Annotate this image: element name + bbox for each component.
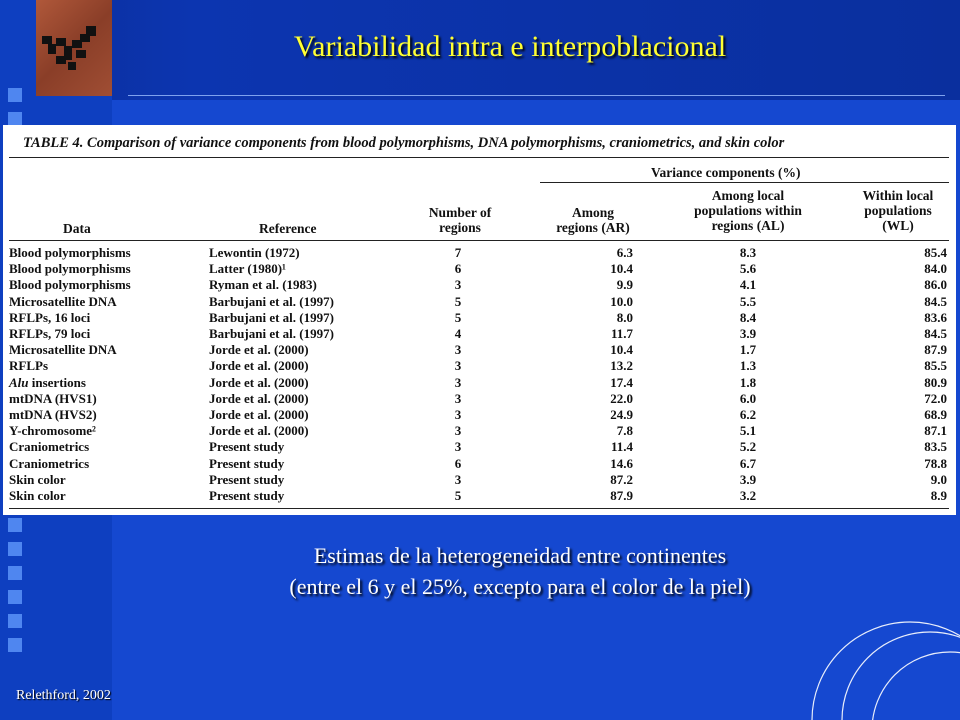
table-row bbox=[3, 310, 956, 326]
cell-data: Craniometrics bbox=[9, 455, 90, 471]
table-row bbox=[3, 326, 956, 342]
table-top-rule bbox=[9, 157, 949, 158]
table-row bbox=[3, 375, 956, 391]
cell-data: Craniometrics bbox=[9, 439, 90, 455]
cell-reference: Barbujani et al. (1997) bbox=[209, 293, 334, 309]
table-row bbox=[3, 391, 956, 407]
group-rule bbox=[540, 182, 949, 183]
cell-ar: 87.2 bbox=[610, 471, 633, 487]
cell-wl: 85.5 bbox=[924, 358, 947, 374]
table-row bbox=[3, 407, 956, 423]
cell-wl: 87.9 bbox=[924, 342, 947, 358]
table-bottom-rule bbox=[9, 508, 949, 509]
cell-wl: 83.5 bbox=[924, 439, 947, 455]
cell-reference: Lewontin (1972) bbox=[209, 245, 300, 260]
cell-al: 5.5 bbox=[739, 293, 757, 309]
cell-wl: 87.1 bbox=[924, 423, 947, 439]
cell-regions: 3 bbox=[454, 277, 462, 293]
cell-data: Blood polymorphisms bbox=[9, 277, 131, 293]
table-row bbox=[3, 423, 956, 439]
cell-regions: 3 bbox=[454, 471, 462, 487]
cell-reference: Present study bbox=[209, 488, 285, 503]
cell-al: 5.6 bbox=[739, 261, 757, 277]
cell-reference: Jorde et al. (2000) bbox=[209, 342, 309, 358]
cell-ar: 14.6 bbox=[610, 455, 633, 471]
cell-ar: 8.0 bbox=[616, 309, 633, 325]
cell-al: 3.9 bbox=[739, 326, 757, 341]
cell-ar: 7.8 bbox=[616, 423, 633, 439]
cell-reference: Barbujani et al. (1997) bbox=[209, 326, 334, 341]
cell-ar: 10.0 bbox=[610, 293, 633, 309]
cell-ar: 6.3 bbox=[616, 245, 633, 260]
cell-regions: 3 bbox=[454, 439, 462, 455]
cell-al: 5.1 bbox=[739, 423, 757, 439]
decor-squares-bottom bbox=[8, 518, 22, 662]
cell-data: RFLPs bbox=[9, 358, 48, 374]
cell-al: 4.1 bbox=[739, 277, 757, 293]
cell-al: 6.2 bbox=[739, 407, 757, 422]
cell-reference: Present study bbox=[209, 471, 285, 487]
cell-reference: Jorde et al. (2000) bbox=[209, 407, 309, 422]
cell-data: RFLPs, 79 loci bbox=[9, 326, 91, 341]
cell-wl: 84.5 bbox=[924, 326, 947, 341]
slide-caption bbox=[150, 540, 890, 602]
cell-data: Blood polymorphisms bbox=[9, 261, 131, 277]
cell-ar: 10.4 bbox=[610, 261, 633, 277]
cell-regions: 3 bbox=[454, 374, 462, 390]
cell-data: mtDNA (HVS2) bbox=[9, 407, 97, 422]
cell-ar: 24.9 bbox=[610, 407, 633, 422]
cell-data: Y-chromosome² bbox=[9, 423, 96, 439]
logo-mark-icon bbox=[36, 0, 112, 96]
table-row bbox=[3, 245, 956, 261]
cell-ar: 11.7 bbox=[610, 326, 633, 341]
cell-regions: 3 bbox=[454, 390, 462, 406]
header-wl: Within local populations (WL) bbox=[862, 188, 934, 233]
cell-reference: Ryman et al. (1983) bbox=[209, 277, 317, 293]
cell-data: Microsatellite DNA bbox=[9, 342, 117, 358]
cell-al: 1.7 bbox=[739, 342, 757, 358]
header-al: Among local populations within regions (AL) bbox=[694, 188, 802, 233]
cell-data: mtDNA (HVS1) bbox=[9, 390, 97, 406]
table-row bbox=[3, 294, 956, 310]
cell-wl: 72.0 bbox=[924, 390, 947, 406]
cell-wl: 68.9 bbox=[924, 407, 947, 422]
cell-al: 3.2 bbox=[739, 488, 757, 503]
cell-regions: 3 bbox=[454, 358, 462, 374]
cell-al: 6.0 bbox=[739, 390, 757, 406]
cell-data: Skin color bbox=[9, 471, 66, 487]
cell-ar: 87.9 bbox=[610, 488, 633, 503]
table-row bbox=[3, 488, 956, 504]
cell-ar: 22.0 bbox=[610, 390, 633, 406]
cell-regions: 5 bbox=[454, 309, 462, 325]
cell-data: Skin color bbox=[9, 488, 66, 503]
variance-table bbox=[3, 125, 956, 515]
cell-reference: Jorde et al. (2000) bbox=[209, 390, 309, 406]
cell-wl: 83.6 bbox=[924, 309, 947, 325]
table-caption: TABLE 4. Comparison of variance components from blood polymorphisms, DNA polymorphisms, craniometrics, and skin color bbox=[23, 135, 785, 151]
cell-reference: Present study bbox=[209, 439, 285, 455]
title-divider bbox=[128, 95, 945, 96]
cell-ar: 10.4 bbox=[610, 342, 633, 358]
cell-data: Blood polymorphisms bbox=[9, 245, 131, 260]
table-row bbox=[3, 472, 956, 488]
cell-ar: 13.2 bbox=[610, 358, 633, 374]
cell-al: 5.2 bbox=[739, 439, 757, 455]
cell-wl: 85.4 bbox=[924, 245, 947, 260]
cell-reference: Latter (1980)¹ bbox=[209, 261, 286, 277]
cell-regions: 7 bbox=[454, 245, 462, 260]
cell-wl: 8.9 bbox=[930, 488, 947, 503]
header-reference: Reference bbox=[259, 221, 317, 236]
cell-regions: 5 bbox=[454, 293, 462, 309]
cell-al: 3.9 bbox=[739, 471, 757, 487]
table-row bbox=[3, 277, 956, 293]
table-row bbox=[3, 342, 956, 358]
cell-data: RFLPs, 16 loci bbox=[9, 309, 91, 325]
cell-regions: 6 bbox=[454, 455, 462, 471]
logo bbox=[36, 0, 112, 96]
cell-wl: 80.9 bbox=[924, 374, 947, 390]
cell-regions: 3 bbox=[454, 423, 462, 439]
caption-line-1: Estimas de la heterogeneidad entre continentes bbox=[313, 543, 727, 568]
cell-al: 8.3 bbox=[739, 245, 757, 260]
header-number: Number of regions bbox=[428, 205, 492, 235]
header-bottom-rule bbox=[9, 240, 949, 241]
table-row bbox=[3, 439, 956, 455]
source-citation: Relethford, 2002 bbox=[16, 688, 111, 703]
group-header: Variance components (%) bbox=[651, 165, 801, 180]
cell-reference: Present study bbox=[209, 455, 285, 471]
cell-wl: 84.0 bbox=[924, 261, 947, 277]
cell-regions: 3 bbox=[454, 407, 462, 422]
cell-data: Microsatellite DNA bbox=[9, 293, 117, 309]
cell-al: 1.3 bbox=[739, 358, 757, 374]
decor-circles bbox=[760, 600, 960, 720]
cell-data: Alu insertions bbox=[9, 374, 86, 390]
cell-reference: Jorde et al. (2000) bbox=[209, 423, 309, 439]
header-ar: Among regions (AR) bbox=[556, 205, 630, 235]
caption-line-2: (entre el 6 y el 25%, excepto para el color de la piel) bbox=[289, 574, 751, 599]
cell-al: 6.7 bbox=[739, 455, 757, 471]
table-row bbox=[3, 456, 956, 472]
cell-wl: 86.0 bbox=[924, 277, 947, 293]
cell-reference: Jorde et al. (2000) bbox=[209, 358, 309, 374]
cell-reference: Jorde et al. (2000) bbox=[209, 374, 309, 390]
cell-regions: 3 bbox=[454, 342, 462, 358]
cell-ar: 11.4 bbox=[610, 439, 633, 455]
cell-wl: 9.0 bbox=[930, 471, 947, 487]
cell-wl: 78.8 bbox=[924, 455, 947, 471]
cell-al: 1.8 bbox=[739, 374, 757, 390]
cell-al: 8.4 bbox=[739, 309, 757, 325]
cell-regions: 6 bbox=[454, 261, 462, 277]
cell-regions: 4 bbox=[454, 326, 462, 341]
slide-title: Variabilidad intra e interpoblacional bbox=[293, 30, 727, 63]
header-data: Data bbox=[63, 221, 91, 236]
cell-ar: 17.4 bbox=[610, 374, 633, 390]
cell-reference: Barbujani et al. (1997) bbox=[209, 309, 334, 325]
cell-ar: 9.9 bbox=[616, 277, 633, 293]
cell-wl: 84.5 bbox=[924, 293, 947, 309]
table-row bbox=[3, 261, 956, 277]
cell-regions: 5 bbox=[454, 488, 462, 503]
table-row bbox=[3, 358, 956, 374]
